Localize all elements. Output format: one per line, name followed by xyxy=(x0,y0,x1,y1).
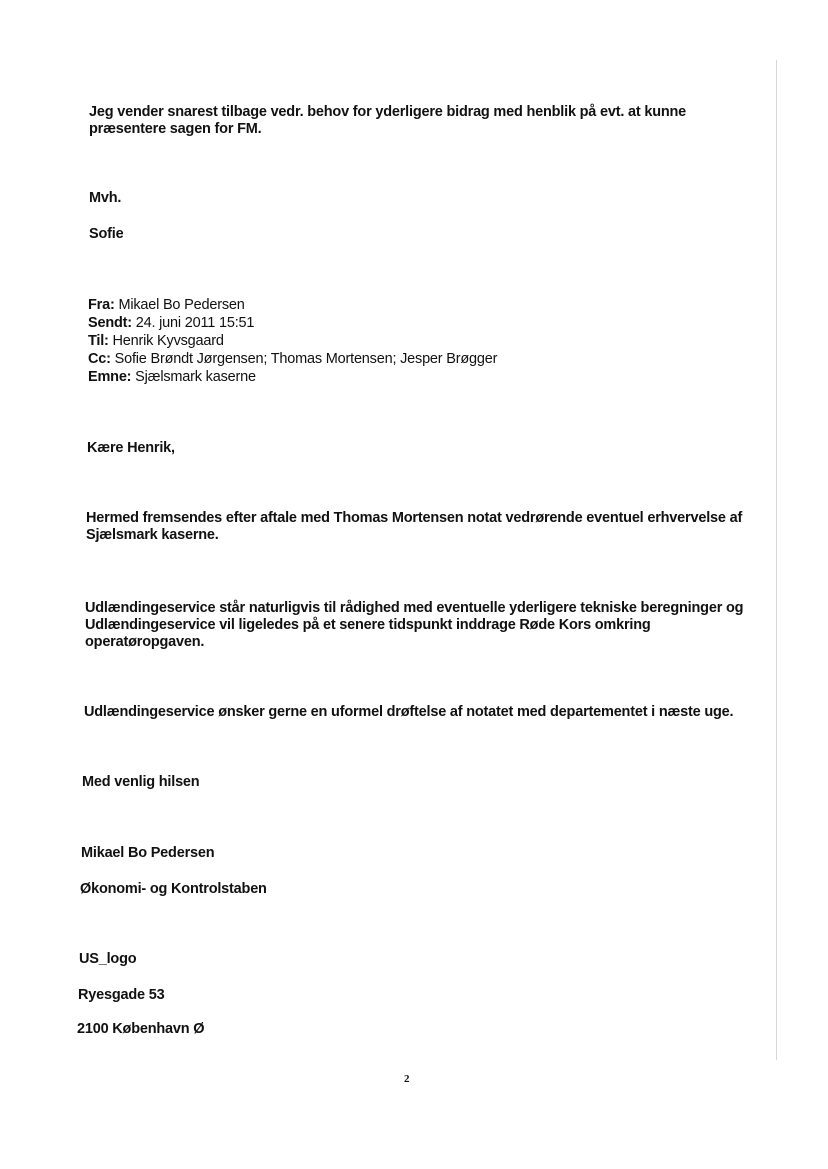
header-from: Fra: Mikael Bo Pedersen xyxy=(88,297,245,313)
header-cc: Cc: Sofie Brøndt Jørgensen; Thomas Mortensen; Jesper Brøgger xyxy=(88,351,498,367)
sender-unit: Økonomi- og Kontrolstaben xyxy=(80,881,267,897)
header-subject: Emne: Sjælsmark kaserne xyxy=(88,369,256,385)
page-number: 2 xyxy=(404,1073,410,1085)
body-paragraph-2: Udlændingeservice står naturligvis til rådighed med eventuelle yderligere tekniske beregninger og Udlændingeservice vil ligeledes på et senere tidspunkt inddrage Røde Kors omkring operatøropgaven. xyxy=(85,600,744,650)
header-sent: Sendt: 24. juni 2011 15:51 xyxy=(88,315,255,331)
reply-signature: Sofie xyxy=(89,226,124,242)
address-street: Ryesgade 53 xyxy=(78,987,165,1003)
header-to: Til: Henrik Kyvsgaard xyxy=(88,333,224,349)
body-paragraph-1: Hermed fremsendes efter aftale med Thomas Mortensen notat vedrørende eventuel erhvervelse af Sjælsmark kaserne. xyxy=(86,510,743,543)
sender-name: Mikael Bo Pedersen xyxy=(81,845,215,861)
logo-placeholder: US_logo xyxy=(79,951,137,967)
reply-paragraph: Jeg vender snarest tilbage vedr. behov for yderligere bidrag med henblik på evt. at kunne præsentere sagen for FM. xyxy=(89,104,687,137)
greeting: Kære Henrik, xyxy=(87,440,175,456)
address-city: 2100 København Ø xyxy=(77,1021,205,1037)
email-header xyxy=(88,296,688,386)
body-paragraph-3: Udlændingeservice ønsker gerne en uformel drøftelse af notatet med departementet i næste uge. xyxy=(84,704,734,720)
sign-off: Med venlig hilsen xyxy=(82,774,200,790)
scan-edge-line xyxy=(776,60,777,1060)
reply-closing: Mvh. xyxy=(89,190,122,206)
